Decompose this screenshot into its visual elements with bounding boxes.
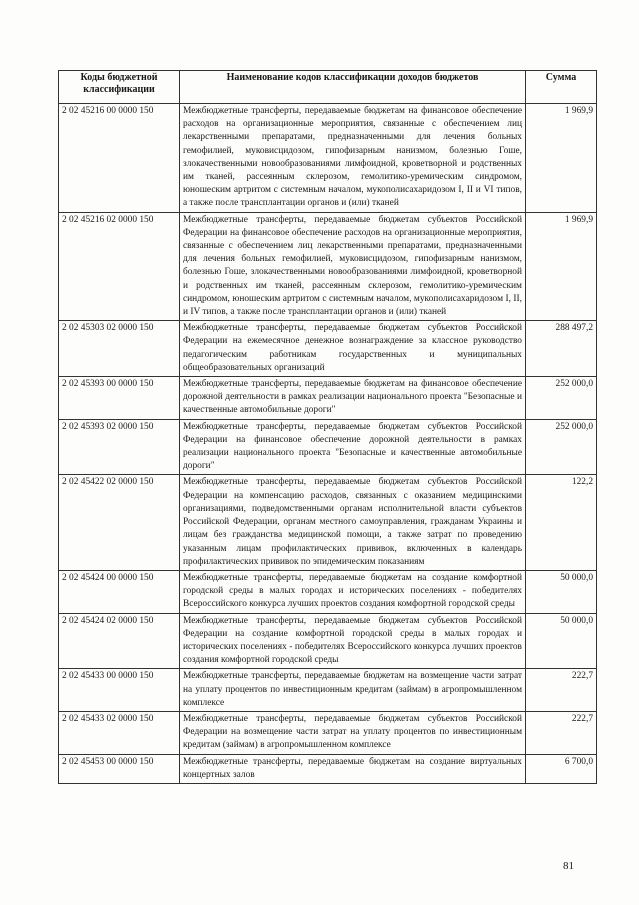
- table-row: [59, 104, 597, 213]
- budget-classification-table: [58, 70, 597, 784]
- row-amount: 50 000,0: [526, 613, 597, 669]
- row-name: Межбюджетные трансферты, передаваемые бюджетам на возмещение части затрат на уплату процентов по инвестиционным кредитам (займам) в агропромышленном комплексе: [180, 669, 526, 712]
- row-code: 2 02 45453 00 0000 150: [59, 754, 180, 783]
- table-row: [59, 419, 597, 475]
- row-amount: 252 000,0: [526, 419, 597, 475]
- row-amount: 252 000,0: [526, 377, 597, 420]
- row-amount: 1 969,9: [526, 104, 597, 213]
- row-amount: 222,7: [526, 711, 597, 754]
- row-amount: 1 969,9: [526, 212, 597, 321]
- row-code: 2 02 45216 02 0000 150: [59, 212, 180, 321]
- row-name: Межбюджетные трансферты, передаваемые бюджетам на финансовое обеспечение дорожной деятельности в рамках реализации национального проекта "Безопасные и качественные автомобильные дороги": [180, 377, 526, 420]
- column-header-code: Коды бюджетной классификации: [59, 71, 180, 104]
- table-row: [59, 377, 597, 420]
- table-row: [59, 212, 597, 321]
- row-code: 2 02 45422 02 0000 150: [59, 475, 180, 570]
- table-row: [59, 711, 597, 754]
- row-amount: 50 000,0: [526, 570, 597, 613]
- row-name: Межбюджетные трансферты, передаваемые бюджетам на создание виртуальных концертных залов: [180, 754, 526, 783]
- row-name: Межбюджетные трансферты, передаваемые бюджетам субъектов Российской Федерации на создание комфортной городской среды в малых городах и исторических поселениях - победителях Всероссийского конкурса лучших проектов создания комфортной городской среды: [180, 613, 526, 669]
- table-row: [59, 613, 597, 669]
- table-row: [59, 475, 597, 570]
- row-code: 2 02 45424 00 0000 150: [59, 570, 180, 613]
- row-code: 2 02 45393 02 0000 150: [59, 419, 180, 475]
- page-number: 81: [563, 860, 574, 872]
- row-name: Межбюджетные трансферты, передаваемые бюджетам субъектов Российской Федерации на ежемесячное денежное вознаграждение за классное руководство педагогическим работникам государственных и муниципальных общеобразовательных организаций: [180, 321, 526, 377]
- row-name: Межбюджетные трансферты, передаваемые бюджетам субъектов Российской Федерации на финансовое обеспечение расходов на организационные мероприятия, связанные с обеспечением лиц лекарственными препаратами, предназначенными для лечения больных гемофилией, муковисцидозом, гипофизарным нанизмом, болезнью Гоше, злокачественными новообразованиями лимфоидной, кроветворной и родственных им тканей, рассеянным склерозом, гемолитико-уремическим синдромом, юношеским артритом с системным началом, мукополисахаридозом I, II, и IV типов, а также после трансплантации органов и (или) тканей: [180, 212, 526, 321]
- table-row: [59, 669, 597, 712]
- table-row: [59, 570, 597, 613]
- row-amount: 222,7: [526, 669, 597, 712]
- column-header-name: Наименование кодов классификации доходов бюджетов: [180, 71, 526, 104]
- row-code: 2 02 45424 02 0000 150: [59, 613, 180, 669]
- row-code: 2 02 45433 02 0000 150: [59, 711, 180, 754]
- row-code: 2 02 45393 00 0000 150: [59, 377, 180, 420]
- row-amount: 122,2: [526, 475, 597, 570]
- row-amount: 288 497,2: [526, 321, 597, 377]
- row-name: Межбюджетные трансферты, передаваемые бюджетам субъектов Российской Федерации на компенсацию расходов, связанных с оказанием медицинскими организациями, подведомственными органам исполнительной власти субъектов Российской Федерации, органам местного самоуправления, гражданам Украины и лицам без гражданства медицинской помощи, а также затрат по проведению указанным лицам профилактических прививок, включенных в календарь профилактических прививок по эпидемическим показаниям: [180, 475, 526, 570]
- table-row: [59, 321, 597, 377]
- row-amount: 6 700,0: [526, 754, 597, 783]
- row-name: Межбюджетные трансферты, передаваемые бюджетам субъектов Российской Федерации на финансовое обеспечение дорожной деятельности в рамках реализации национального проекта "Безопасные и качественные автомобильные дороги": [180, 419, 526, 475]
- column-header-amount: Сумма: [526, 71, 597, 104]
- row-name: Межбюджетные трансферты, передаваемые бюджетам на создание комфортной городской среды в малых городах и исторических поселениях - победителях Всероссийского конкурса лучших проектов создания комфортной городской среды: [180, 570, 526, 613]
- row-name: Межбюджетные трансферты, передаваемые бюджетам субъектов Российской Федерации на возмещение части затрат на уплату процентов по инвестиционным кредитам (займам) в агропромышленном комплексе: [180, 711, 526, 754]
- row-code: 2 02 45303 02 0000 150: [59, 321, 180, 377]
- row-code: 2 02 45216 00 0000 150: [59, 104, 180, 213]
- row-name: Межбюджетные трансферты, передаваемые бюджетам на финансовое обеспечение расходов на организационные мероприятия, связанные с обеспечением лиц лекарственными препаратами, предназначенными для лечения больных гемофилией, муковисцидозом, гипофизарным нанизмом, болезнью Гоше, злокачественными новообразованиями лимфоидной, кроветворной и родственных им тканей, рассеянным склерозом, гемолитико-уремическим синдромом, юношеским артритом с системным началом, мукополисахаридозом I, II и VI типов, а также после трансплантации органов и (или) тканей: [180, 104, 526, 213]
- table-row: [59, 754, 597, 783]
- row-code: 2 02 45433 00 0000 150: [59, 669, 180, 712]
- table-header-row: [59, 71, 597, 104]
